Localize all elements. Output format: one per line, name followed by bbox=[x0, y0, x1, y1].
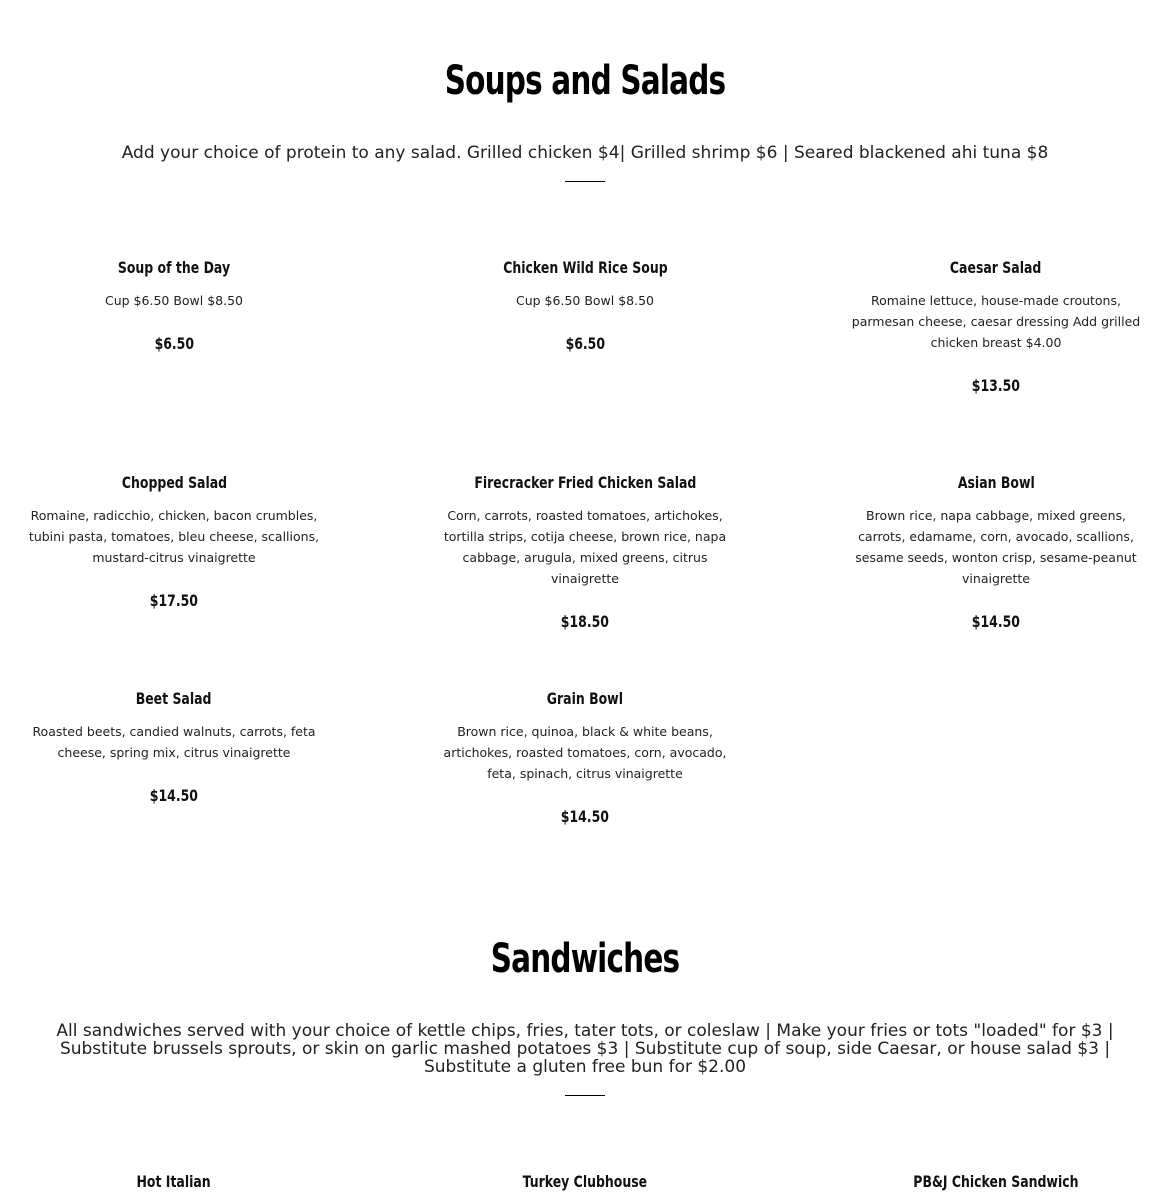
menu-item-description: Romaine, radicchio, chicken, bacon crumbles, tubini pasta, tomatoes, bleu cheese, scallions, mustard-citrus vinaigrette bbox=[28, 508, 320, 565]
menu-item-description: Cup $6.50 Bowl $8.50 bbox=[105, 293, 243, 308]
menu-item-name: Asian Bowl bbox=[957, 473, 1035, 492]
menu-item-name: Chopped Salad bbox=[121, 473, 227, 492]
section-divider bbox=[565, 1095, 605, 1096]
menu-item-description: Brown rice, napa cabbage, mixed greens, carrots, edamame, corn, avocado, scallions, sesame seeds, wonton crisp, sesame-peanut vinaigrette bbox=[855, 508, 1137, 586]
menu-item-name: Hot Italian bbox=[136, 1172, 212, 1191]
section-divider bbox=[565, 181, 605, 182]
menu-item-price: $6.50 bbox=[154, 334, 194, 353]
menu-item bbox=[430, 257, 740, 355]
menu-item bbox=[19, 1171, 329, 1193]
menu-item-description: Romaine lettuce, house-made croutons, parmesan cheese, caesar dressing Add grilled chicken breast $4.00 bbox=[851, 293, 1141, 350]
menu-item bbox=[430, 688, 740, 828]
menu-item-name: Caesar Salad bbox=[950, 258, 1042, 277]
menu-item bbox=[19, 472, 329, 612]
menu-item-price: $14.50 bbox=[149, 786, 199, 805]
section-description-sandwiches: All sandwiches served with your choice of kettle chips, fries, tater tots, or coleslaw | Make your fries or tots "loaded" for $3 | Substitute brussels sprouts, or skin on garlic mashed potatoes $3 | Substitute cup of soup, side Caesar, or house salad $3 | Substitute a gluten free bun for $2.00 bbox=[56, 1021, 1114, 1077]
menu-item-name: Chicken Wild Rice Soup bbox=[502, 258, 668, 277]
menu-item-price: $14.50 bbox=[560, 807, 610, 826]
menu-item-description: Brown rice, quinoa, black & white beans, artichokes, roasted tomatoes, corn, avocado, feta, spinach, citrus vinaigrette bbox=[443, 724, 727, 781]
menu-item bbox=[19, 688, 329, 807]
menu-item-description: Roasted beets, candied walnuts, carrots, feta cheese, spring mix, citrus vinaigrette bbox=[32, 724, 316, 760]
menu-item-description: Corn, carrots, roasted tomatoes, artichokes, tortilla strips, cotija cheese, brown rice, napa cabbage, arugula, mixed greens, citrus vinaigrette bbox=[443, 508, 727, 586]
menu-item bbox=[430, 472, 740, 633]
section-title-sandwiches: Sandwiches bbox=[490, 936, 680, 982]
menu-item-price: $17.50 bbox=[149, 591, 199, 610]
menu-item-price: $13.50 bbox=[971, 376, 1021, 395]
menu-item-name: Soup of the Day bbox=[117, 258, 231, 277]
menu-item-name: PB&J Chicken Sandwich bbox=[913, 1172, 1079, 1191]
menu-item-price: $6.50 bbox=[565, 334, 605, 353]
section-title-soups-salads: Soups and Salads bbox=[444, 58, 726, 104]
menu-item bbox=[19, 257, 329, 355]
menu-item-name: Beet Salad bbox=[136, 689, 212, 708]
menu-item-name: Firecracker Fried Chicken Salad bbox=[473, 473, 697, 492]
menu-item-name: Turkey Clubhouse bbox=[522, 1172, 648, 1191]
menu-item-description: Cup $6.50 Bowl $8.50 bbox=[516, 293, 654, 308]
menu-item bbox=[841, 472, 1151, 633]
section-description-soups-salads: Add your choice of protein to any salad. Grilled chicken $4| Grilled shrimp $6 | Seared blackened ahi tuna $8 bbox=[121, 143, 1049, 163]
menu-item-price: $14.50 bbox=[971, 612, 1021, 631]
menu-item bbox=[430, 1171, 740, 1193]
menu-item bbox=[841, 257, 1151, 397]
menu-item bbox=[841, 1171, 1151, 1193]
menu-item-price: $18.50 bbox=[560, 612, 610, 631]
menu-item-name: Grain Bowl bbox=[546, 689, 624, 708]
